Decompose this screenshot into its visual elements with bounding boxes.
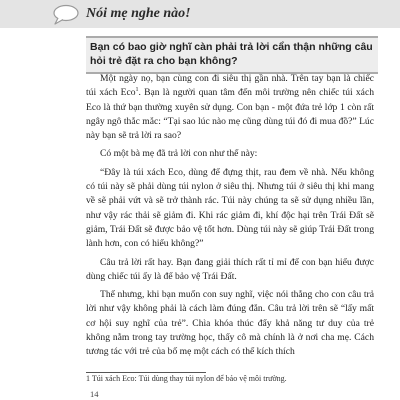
chapter-header xyxy=(0,0,400,28)
paragraph: Một ngày nọ, bạn cùng con đi siêu thị gần nhà. Trên tay bạn là chiếc túi xách Eco$^1$. Bạn là người quan tâm đến môi trường nên chiếc túi xách Eco là thứ bạn thường xuyên sử dụng. Con bạn - một đứa trẻ lớp 1 còn rất ngây ngô thắc mắc: “Tại sao lúc nào mẹ cũng dùng túi đó đi mua đồ?” Lúc này bạn sẽ trả lời ra sao? xyxy=(86,73,374,142)
footnote-marker: 1 xyxy=(135,87,139,94)
paragraph: Có một bà mẹ đã trả lời con như thế này: xyxy=(100,148,258,160)
footnote: 1 Túi xách Eco: Túi dùng thay túi nylon để bảo vệ môi trường. xyxy=(86,374,287,383)
question-box: Bạn có bao giờ nghĩ càn phải trả lời cẩn thận những câu hỏi trẻ đặt ra cho bạn không? xyxy=(86,36,378,74)
speech-bubble-icon xyxy=(52,4,80,26)
page-number: 14 xyxy=(90,389,99,399)
paragraph: Thế nhưng, khi bạn muốn con suy nghĩ, việc nói thẳng cho con câu trả lời như vậy không phải là cách làm đúng đắn. Câu trả lời trên sẽ “lấy mất cơ hội suy nghĩ của trẻ”. Chìa khóa thúc đẩy khả năng tư duy của trẻ không nằm trong tay trường học, thấy cô mà chính là ở nơi cha mẹ. Cách tương tác với trẻ của bố mẹ một cách có thể kích thích xyxy=(86,289,374,358)
chapter-title: Nói mẹ nghe nào! xyxy=(86,6,191,21)
paragraph: “Đây là túi xách Eco, dùng để đựng thịt, rau đem về nhà. Nếu không có túi này sẽ phải dùng túi nylon ở siêu thị. Nhưng túi ở siêu thị khi mang về sẽ phải vứt và sẽ trở thành rác. Túi này chúng ta sẽ sử dụng nhiều lần, như vậy rác thải sẽ giảm đi. Khi rác giảm đi, khí độc hại trên Trái Đất sẽ giảm, Trái Đất sẽ được bảo vệ tốt hơn. Dùng túi này sẽ giúp Trái Đất trong lành hơn, con có hiểu không?” xyxy=(86,166,374,250)
body-text xyxy=(86,72,374,364)
footnote-divider xyxy=(86,372,206,373)
paragraph: Câu trả lời rất hay. Bạn đang giải thích rất tỉ mỉ để con bạn hiểu được dùng chiếc túi ấy là để bảo vệ Trái Đất. xyxy=(86,256,374,282)
